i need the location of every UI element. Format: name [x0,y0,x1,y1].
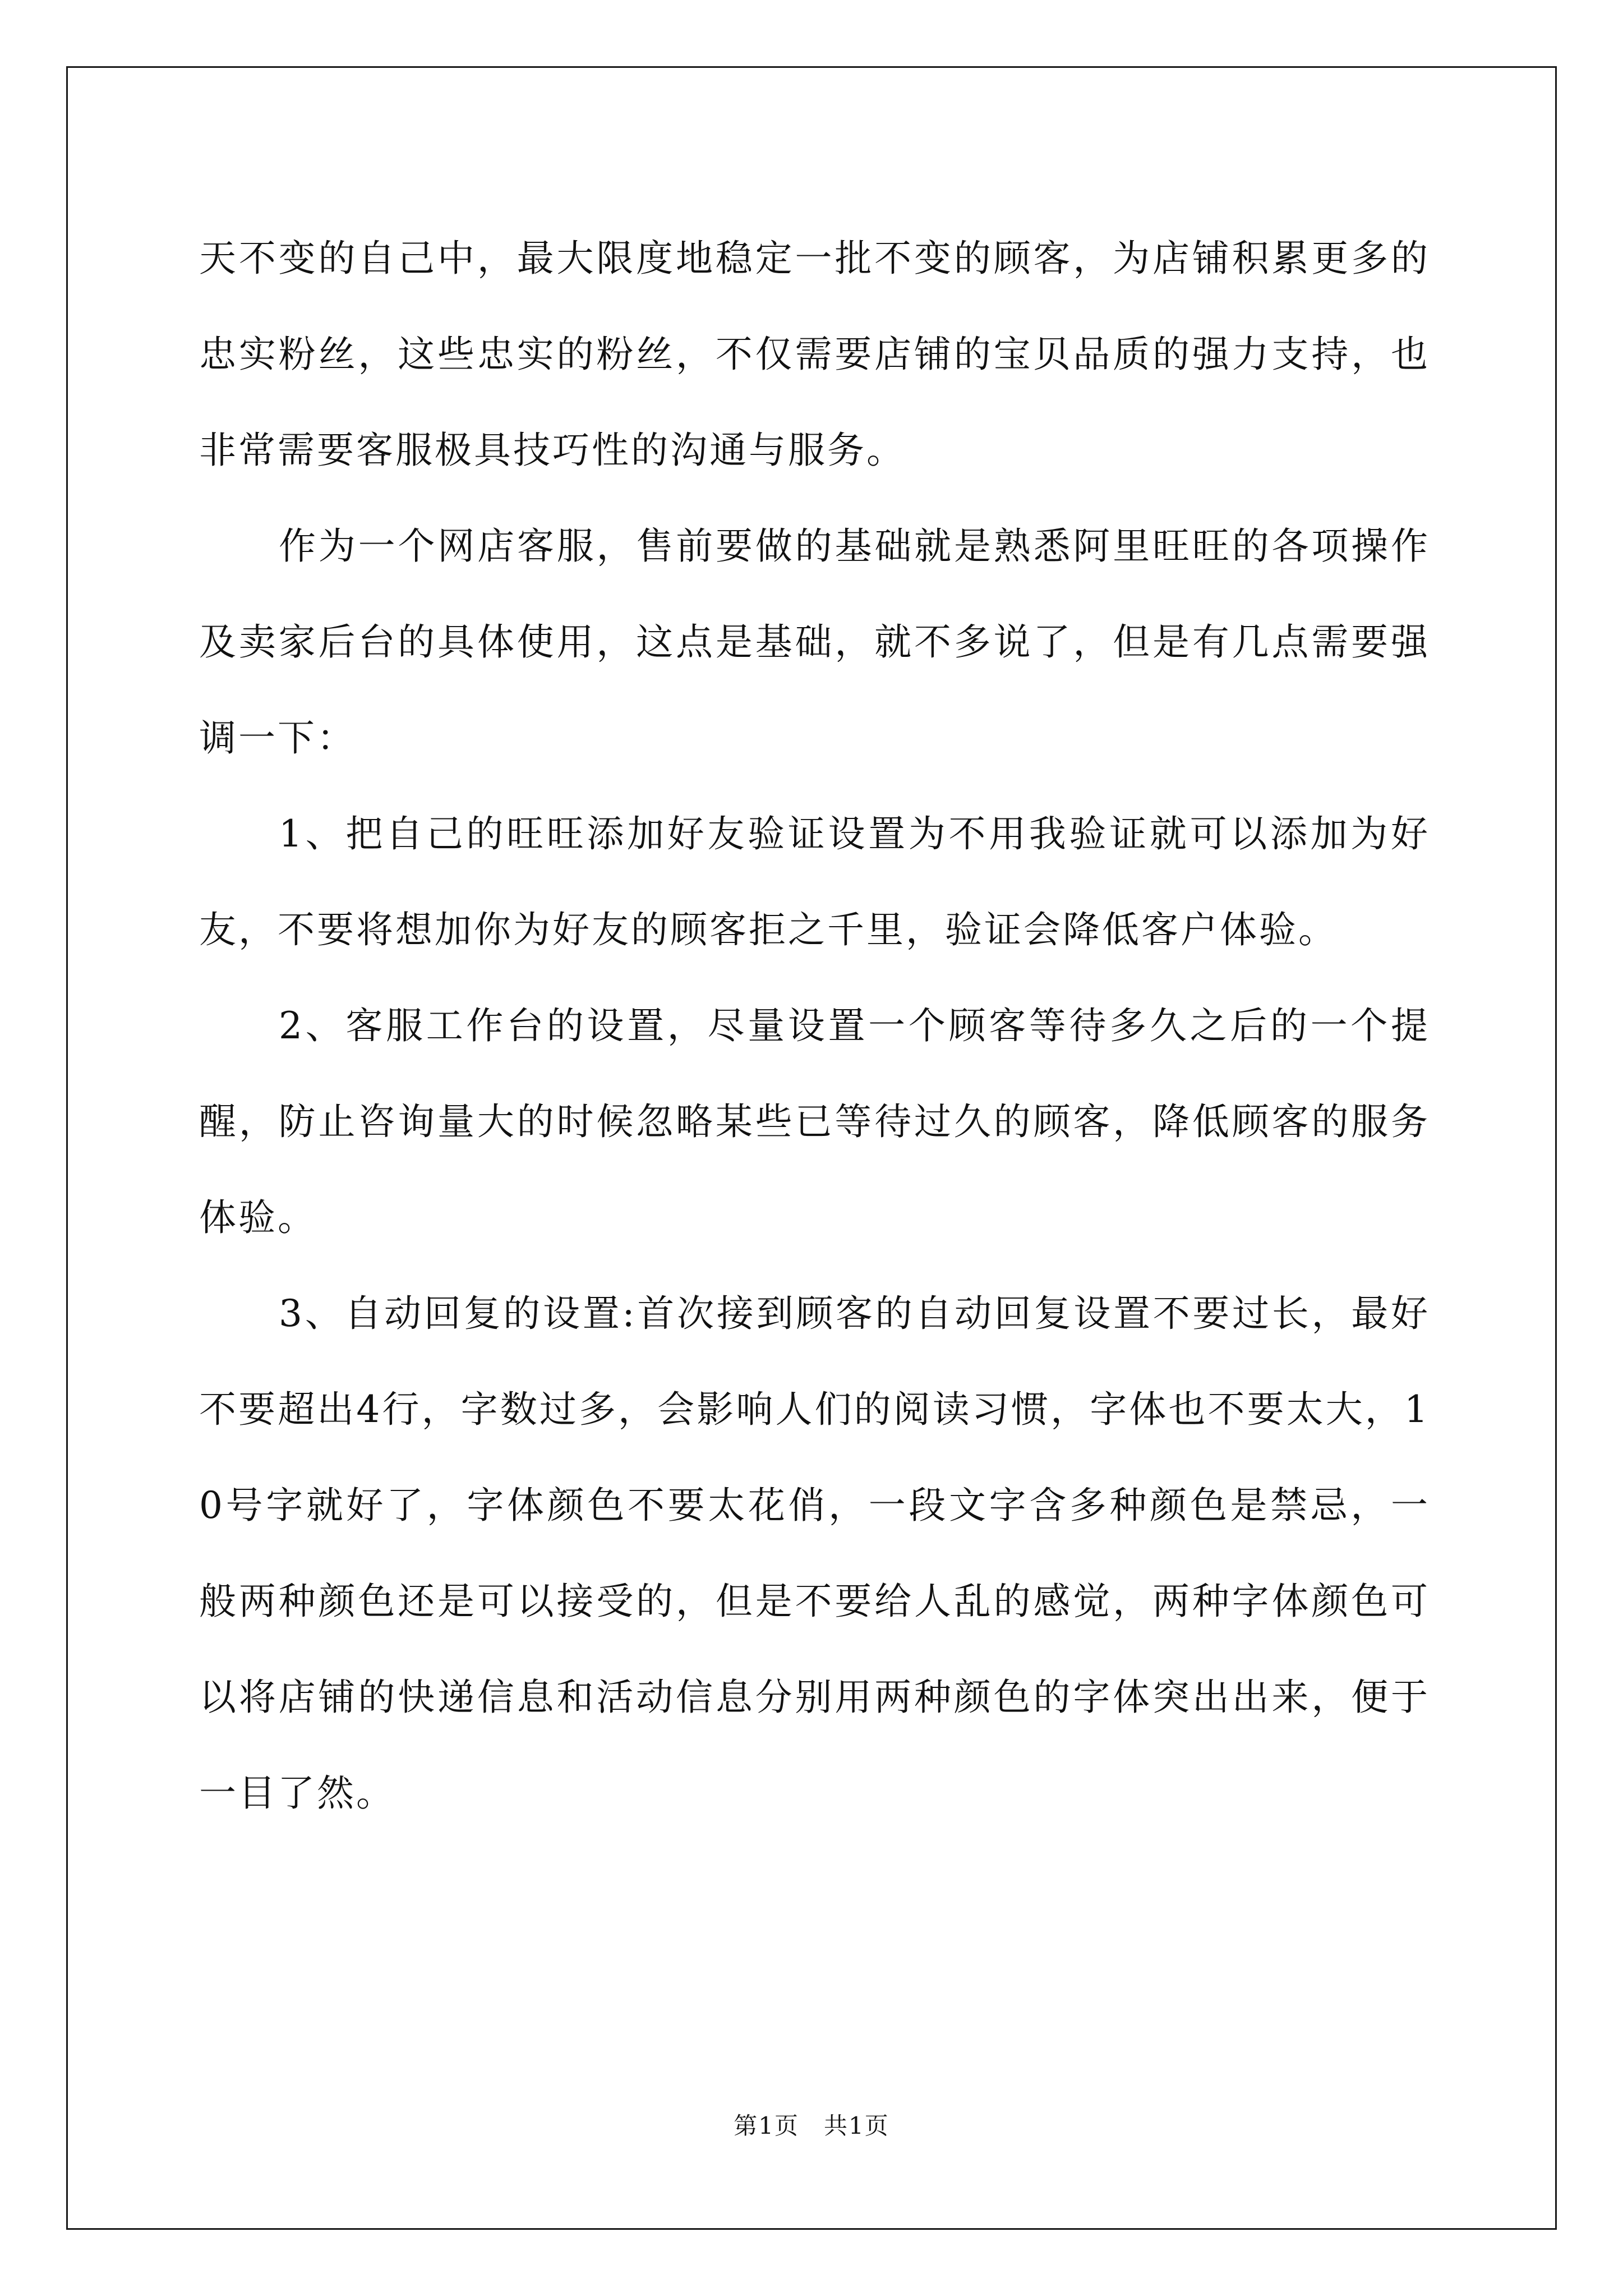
page-footer [0,2109,1623,2143]
document-body [199,210,1430,1841]
paragraph-1: 天不变的自己中，最大限度地稳定一批不变的顾客，为店铺积累更多的忠实粉丝，这些忠实的粉丝，不仅需要店铺的宝贝品质的强力支持，也非常需要客服极具技巧性的沟通与服务。 [199,237,1430,472]
paragraph-3: 1、把自己的旺旺添加好友验证设置为不用我验证就可以添加为好友，不要将想加你为好友的顾客拒之千里，验证会降低客户体验。 [199,812,1430,951]
paragraph-2: 作为一个网店客服，售前要做的基础就是熟悉阿里旺旺的各项操作及卖家后台的具体使用，这点是基础，就不多说了，但是有几点需要强调一下： [199,524,1430,760]
paragraph-5: 3、自动回复的设置:首次接到顾客的自动回复设置不要过长，最好不要超出4行，字数过多，会影响人们的阅读习惯，字体也不要太大，10号字就好了，字体颜色不要太花俏，一段文字含多种颜色是禁忌，一般两种颜色还是可以接受的，但是不要给人乱的感觉，两种字体颜色可以将店铺的快递信息和活动信息分别用两种颜色的字体突出出来，便于一目了然。 [199,1292,1430,1815]
page-number-label: 第1页 共1页 [734,2112,889,2139]
paragraph-4: 2、客服工作台的设置，尽量设置一个顾客等待多久之后的一个提醒，防止咨询量大的时候忽略某些已等待过久的顾客，降低顾客的服务体验。 [199,1004,1430,1239]
